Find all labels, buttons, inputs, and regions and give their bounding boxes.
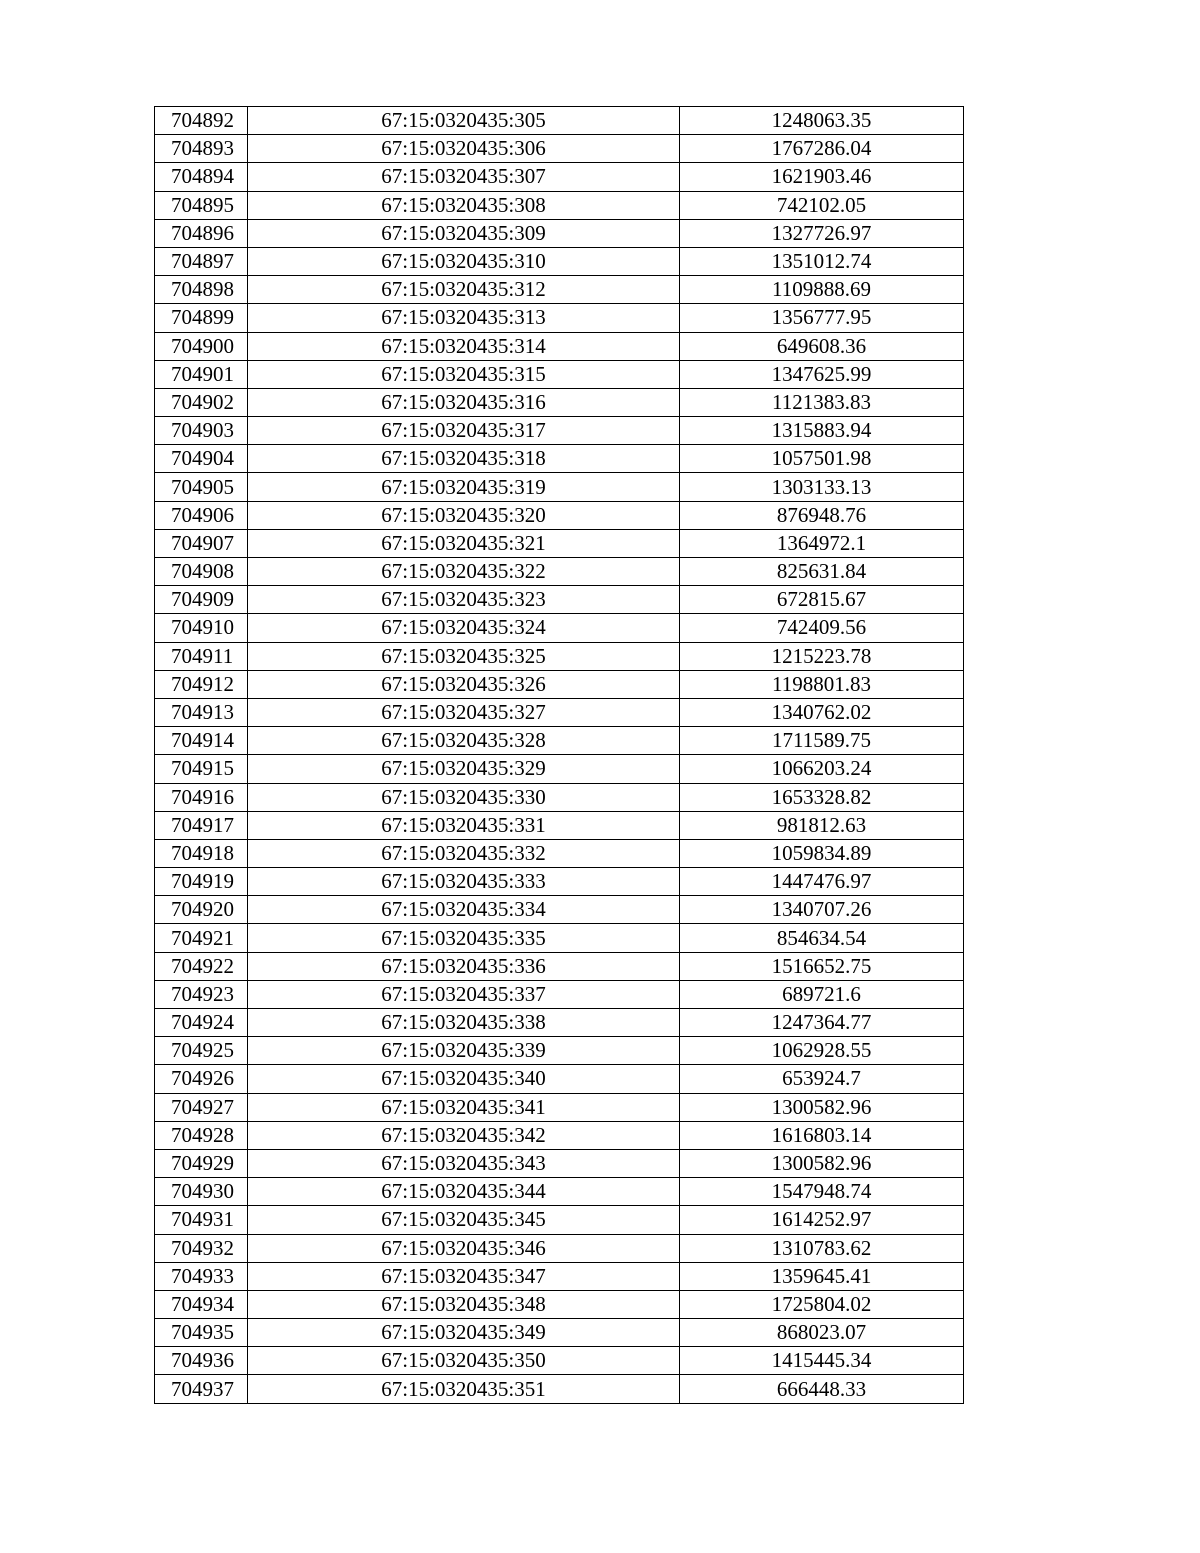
row-id-cell: 704932 <box>155 1234 248 1262</box>
cadastral-number-cell: 67:15:0320435:323 <box>248 586 680 614</box>
row-id-cell: 704929 <box>155 1149 248 1177</box>
row-id-cell: 704894 <box>155 163 248 191</box>
table-row <box>155 1121 964 1149</box>
value-cell: 1351012.74 <box>680 247 964 275</box>
row-id-cell: 704903 <box>155 417 248 445</box>
row-id-cell: 704921 <box>155 924 248 952</box>
table-row <box>155 332 964 360</box>
table-row <box>155 586 964 614</box>
row-id-cell: 704918 <box>155 839 248 867</box>
table-row <box>155 417 964 445</box>
row-id-cell: 704934 <box>155 1290 248 1318</box>
cadastral-number-cell: 67:15:0320435:315 <box>248 360 680 388</box>
value-cell: 876948.76 <box>680 501 964 529</box>
value-cell: 742409.56 <box>680 614 964 642</box>
row-id-cell: 704910 <box>155 614 248 642</box>
value-cell: 1247364.77 <box>680 1009 964 1037</box>
cadastral-number-cell: 67:15:0320435:328 <box>248 727 680 755</box>
row-id-cell: 704930 <box>155 1178 248 1206</box>
row-id-cell: 704897 <box>155 247 248 275</box>
value-cell: 1062928.55 <box>680 1037 964 1065</box>
cadastral-number-cell: 67:15:0320435:319 <box>248 473 680 501</box>
cadastral-number-cell: 67:15:0320435:322 <box>248 558 680 586</box>
value-cell: 1356777.95 <box>680 304 964 332</box>
table-row <box>155 1149 964 1177</box>
row-id-cell: 704919 <box>155 868 248 896</box>
cadastral-number-cell: 67:15:0320435:343 <box>248 1149 680 1177</box>
row-id-cell: 704905 <box>155 473 248 501</box>
table-row <box>155 1206 964 1234</box>
value-cell: 825631.84 <box>680 558 964 586</box>
value-cell: 1315883.94 <box>680 417 964 445</box>
row-id-cell: 704900 <box>155 332 248 360</box>
cadastral-number-cell: 67:15:0320435:317 <box>248 417 680 445</box>
table-row <box>155 219 964 247</box>
row-id-cell: 704896 <box>155 219 248 247</box>
cadastral-number-cell: 67:15:0320435:332 <box>248 839 680 867</box>
value-cell: 649608.36 <box>680 332 964 360</box>
table-row <box>155 642 964 670</box>
row-id-cell: 704895 <box>155 191 248 219</box>
table-row <box>155 839 964 867</box>
value-cell: 1616803.14 <box>680 1121 964 1149</box>
value-cell: 1327726.97 <box>680 219 964 247</box>
table-row <box>155 952 964 980</box>
row-id-cell: 704917 <box>155 811 248 839</box>
row-id-cell: 704892 <box>155 107 248 135</box>
table-row <box>155 1009 964 1037</box>
cadastral-number-cell: 67:15:0320435:320 <box>248 501 680 529</box>
value-cell: 666448.33 <box>680 1375 964 1403</box>
table-row <box>155 388 964 416</box>
table-row <box>155 1065 964 1093</box>
table-row <box>155 304 964 332</box>
cadastral-number-cell: 67:15:0320435:331 <box>248 811 680 839</box>
value-cell: 1066203.24 <box>680 755 964 783</box>
cadastral-number-cell: 67:15:0320435:337 <box>248 980 680 1008</box>
value-cell: 1767286.04 <box>680 135 964 163</box>
cadastral-number-cell: 67:15:0320435:314 <box>248 332 680 360</box>
row-id-cell: 704923 <box>155 980 248 1008</box>
row-id-cell: 704916 <box>155 783 248 811</box>
row-id-cell: 704909 <box>155 586 248 614</box>
value-cell: 1300582.96 <box>680 1093 964 1121</box>
table-row <box>155 1290 964 1318</box>
row-id-cell: 704933 <box>155 1262 248 1290</box>
table-row <box>155 783 964 811</box>
value-cell: 1516652.75 <box>680 952 964 980</box>
row-id-cell: 704893 <box>155 135 248 163</box>
row-id-cell: 704901 <box>155 360 248 388</box>
value-cell: 1248063.35 <box>680 107 964 135</box>
row-id-cell: 704928 <box>155 1121 248 1149</box>
table-row <box>155 896 964 924</box>
table-row <box>155 811 964 839</box>
table-body <box>155 107 964 1404</box>
cadastral-number-cell: 67:15:0320435:341 <box>248 1093 680 1121</box>
cadastral-number-cell: 67:15:0320435:344 <box>248 1178 680 1206</box>
row-id-cell: 704906 <box>155 501 248 529</box>
table-row <box>155 276 964 304</box>
value-cell: 1303133.13 <box>680 473 964 501</box>
row-id-cell: 704936 <box>155 1347 248 1375</box>
row-id-cell: 704908 <box>155 558 248 586</box>
row-id-cell: 704927 <box>155 1093 248 1121</box>
value-cell: 1359645.41 <box>680 1262 964 1290</box>
cadastral-number-cell: 67:15:0320435:329 <box>248 755 680 783</box>
value-cell: 1347625.99 <box>680 360 964 388</box>
cadastral-number-cell: 67:15:0320435:318 <box>248 445 680 473</box>
cadastral-number-cell: 67:15:0320435:336 <box>248 952 680 980</box>
value-cell: 1310783.62 <box>680 1234 964 1262</box>
cadastral-number-cell: 67:15:0320435:306 <box>248 135 680 163</box>
value-cell: 1415445.34 <box>680 1347 964 1375</box>
value-cell: 1614252.97 <box>680 1206 964 1234</box>
table-row <box>155 107 964 135</box>
value-cell: 1447476.97 <box>680 868 964 896</box>
table-row <box>155 1319 964 1347</box>
value-cell: 742102.05 <box>680 191 964 219</box>
cadastral-number-cell: 67:15:0320435:312 <box>248 276 680 304</box>
table-row <box>155 1037 964 1065</box>
row-id-cell: 704907 <box>155 529 248 557</box>
cadastral-number-cell: 67:15:0320435:350 <box>248 1347 680 1375</box>
cadastral-number-cell: 67:15:0320435:351 <box>248 1375 680 1403</box>
table-row <box>155 163 964 191</box>
data-table <box>154 106 964 1404</box>
value-cell: 689721.6 <box>680 980 964 1008</box>
row-id-cell: 704937 <box>155 1375 248 1403</box>
table-row <box>155 1375 964 1403</box>
table-row <box>155 529 964 557</box>
value-cell: 1340762.02 <box>680 698 964 726</box>
row-id-cell: 704924 <box>155 1009 248 1037</box>
cadastral-number-cell: 67:15:0320435:345 <box>248 1206 680 1234</box>
value-cell: 854634.54 <box>680 924 964 952</box>
table-row <box>155 191 964 219</box>
table-row <box>155 1234 964 1262</box>
cadastral-number-cell: 67:15:0320435:327 <box>248 698 680 726</box>
value-cell: 981812.63 <box>680 811 964 839</box>
row-id-cell: 704911 <box>155 642 248 670</box>
table-row <box>155 501 964 529</box>
table-row <box>155 445 964 473</box>
cadastral-number-cell: 67:15:0320435:310 <box>248 247 680 275</box>
value-cell: 1621903.46 <box>680 163 964 191</box>
table-row <box>155 247 964 275</box>
table-row <box>155 1262 964 1290</box>
value-cell: 1109888.69 <box>680 276 964 304</box>
table-row <box>155 924 964 952</box>
row-id-cell: 704925 <box>155 1037 248 1065</box>
row-id-cell: 704913 <box>155 698 248 726</box>
table-row <box>155 135 964 163</box>
cadastral-number-cell: 67:15:0320435:305 <box>248 107 680 135</box>
cadastral-number-cell: 67:15:0320435:333 <box>248 868 680 896</box>
row-id-cell: 704915 <box>155 755 248 783</box>
cadastral-number-cell: 67:15:0320435:347 <box>248 1262 680 1290</box>
value-cell: 1059834.89 <box>680 839 964 867</box>
value-cell: 868023.07 <box>680 1319 964 1347</box>
cadastral-number-cell: 67:15:0320435:308 <box>248 191 680 219</box>
value-cell: 1364972.1 <box>680 529 964 557</box>
row-id-cell: 704914 <box>155 727 248 755</box>
cadastral-number-cell: 67:15:0320435:324 <box>248 614 680 642</box>
cadastral-number-cell: 67:15:0320435:330 <box>248 783 680 811</box>
value-cell: 653924.7 <box>680 1065 964 1093</box>
value-cell: 1215223.78 <box>680 642 964 670</box>
cadastral-number-cell: 67:15:0320435:349 <box>248 1319 680 1347</box>
row-id-cell: 704935 <box>155 1319 248 1347</box>
cadastral-number-cell: 67:15:0320435:325 <box>248 642 680 670</box>
row-id-cell: 704898 <box>155 276 248 304</box>
row-id-cell: 704931 <box>155 1206 248 1234</box>
cadastral-number-cell: 67:15:0320435:313 <box>248 304 680 332</box>
cadastral-number-cell: 67:15:0320435:307 <box>248 163 680 191</box>
value-cell: 1340707.26 <box>680 896 964 924</box>
value-cell: 1121383.83 <box>680 388 964 416</box>
cadastral-number-cell: 67:15:0320435:338 <box>248 1009 680 1037</box>
table-row <box>155 727 964 755</box>
cadastral-number-cell: 67:15:0320435:346 <box>248 1234 680 1262</box>
table-row <box>155 670 964 698</box>
row-id-cell: 704912 <box>155 670 248 698</box>
cadastral-number-cell: 67:15:0320435:340 <box>248 1065 680 1093</box>
table-row <box>155 614 964 642</box>
value-cell: 1300582.96 <box>680 1149 964 1177</box>
table-row <box>155 1178 964 1206</box>
cadastral-number-cell: 67:15:0320435:316 <box>248 388 680 416</box>
table-row <box>155 755 964 783</box>
cadastral-number-cell: 67:15:0320435:339 <box>248 1037 680 1065</box>
row-id-cell: 704904 <box>155 445 248 473</box>
table-row <box>155 473 964 501</box>
cadastral-number-cell: 67:15:0320435:309 <box>248 219 680 247</box>
cadastral-number-cell: 67:15:0320435:335 <box>248 924 680 952</box>
table-row <box>155 1347 964 1375</box>
row-id-cell: 704899 <box>155 304 248 332</box>
value-cell: 1711589.75 <box>680 727 964 755</box>
row-id-cell: 704920 <box>155 896 248 924</box>
table-row <box>155 360 964 388</box>
table-row <box>155 1093 964 1121</box>
table-row <box>155 558 964 586</box>
table-row <box>155 868 964 896</box>
value-cell: 1725804.02 <box>680 1290 964 1318</box>
value-cell: 1547948.74 <box>680 1178 964 1206</box>
value-cell: 1057501.98 <box>680 445 964 473</box>
cadastral-number-cell: 67:15:0320435:334 <box>248 896 680 924</box>
cadastral-number-cell: 67:15:0320435:342 <box>248 1121 680 1149</box>
value-cell: 672815.67 <box>680 586 964 614</box>
value-cell: 1653328.82 <box>680 783 964 811</box>
table-row <box>155 698 964 726</box>
table-row <box>155 980 964 1008</box>
row-id-cell: 704902 <box>155 388 248 416</box>
cadastral-number-cell: 67:15:0320435:326 <box>248 670 680 698</box>
cadastral-number-cell: 67:15:0320435:321 <box>248 529 680 557</box>
row-id-cell: 704922 <box>155 952 248 980</box>
cadastral-number-cell: 67:15:0320435:348 <box>248 1290 680 1318</box>
value-cell: 1198801.83 <box>680 670 964 698</box>
row-id-cell: 704926 <box>155 1065 248 1093</box>
